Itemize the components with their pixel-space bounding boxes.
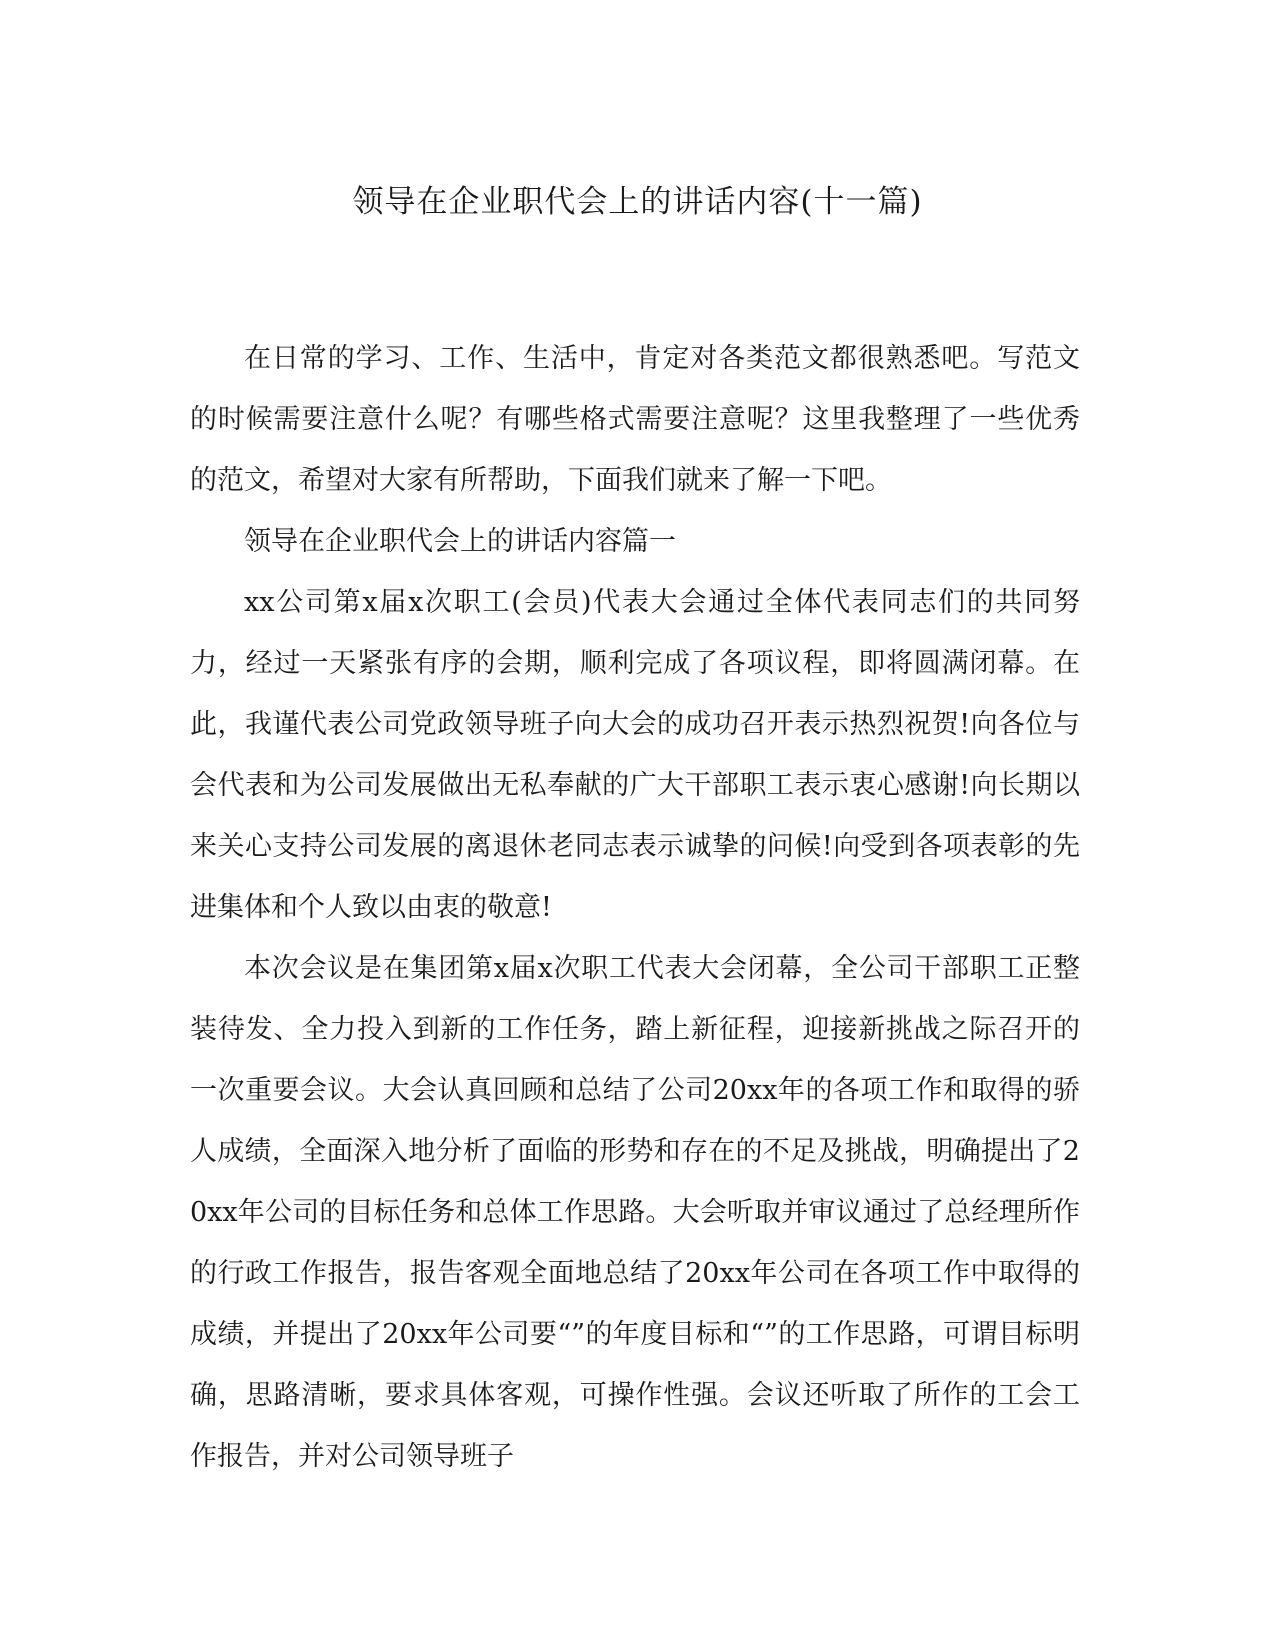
intro-paragraph: 在日常的学习、工作、生活中，肯定对各类范文都很熟悉吧。写范文的时候需要注意什么呢？有哪些格式需要注意呢？这里我整理了一些优秀的范文，希望对大家有所帮助，下面我们就来了解一下吧。 bbox=[190, 343, 1080, 496]
document-title: 领导在企业职代会上的讲话内容(十一篇) bbox=[352, 184, 923, 220]
body-paragraph: 本次会议是在集团第x届x次职工代表大会闭幕，全公司干部职工正整装待发、全力投入到新的工作任务，踏上新征程，迎接新挑战之际召开的一次重要会议。大会认真回顾和总结了公司20xx年的各项工作和取得的骄人成绩，全面深入地分析了面临的形势和存在的不足及挑战，明确提出了20xx年公司的目标任务和总体工作思路。大会听取并审议通过了总经理所作的行政工作报告，报告客观全面地总结了20xx年公司在各项工作中取得的成绩，并提出了20xx年公司要“”的年度目标和“”的工作思路，可谓目标明确，思路清晰，要求具体客观，可操作性强。会议还听取了所作的工会工作报告，并对公司领导班子 bbox=[190, 953, 1080, 1472]
document-body bbox=[190, 328, 1080, 1487]
body-paragraph: xx公司第x届x次职工(会员)代表大会通过全体代表同志们的共同努力，经过一天紧张有序的会期，顺利完成了各项议程，即将圆满闭幕。在此，我谨代表公司党政领导班子向大会的成功召开表示热烈祝贺!向各位与会代表和为公司发展做出无私奉献的广大干部职工表示衷心感谢!向长期以来关心支持公司发展的离退休老同志表示诚挚的问候!向受到各项表彰的先进集体和个人致以由衷的敬意! bbox=[190, 587, 1080, 923]
section-heading: 领导在企业职代会上的讲话内容篇一 bbox=[244, 526, 676, 557]
